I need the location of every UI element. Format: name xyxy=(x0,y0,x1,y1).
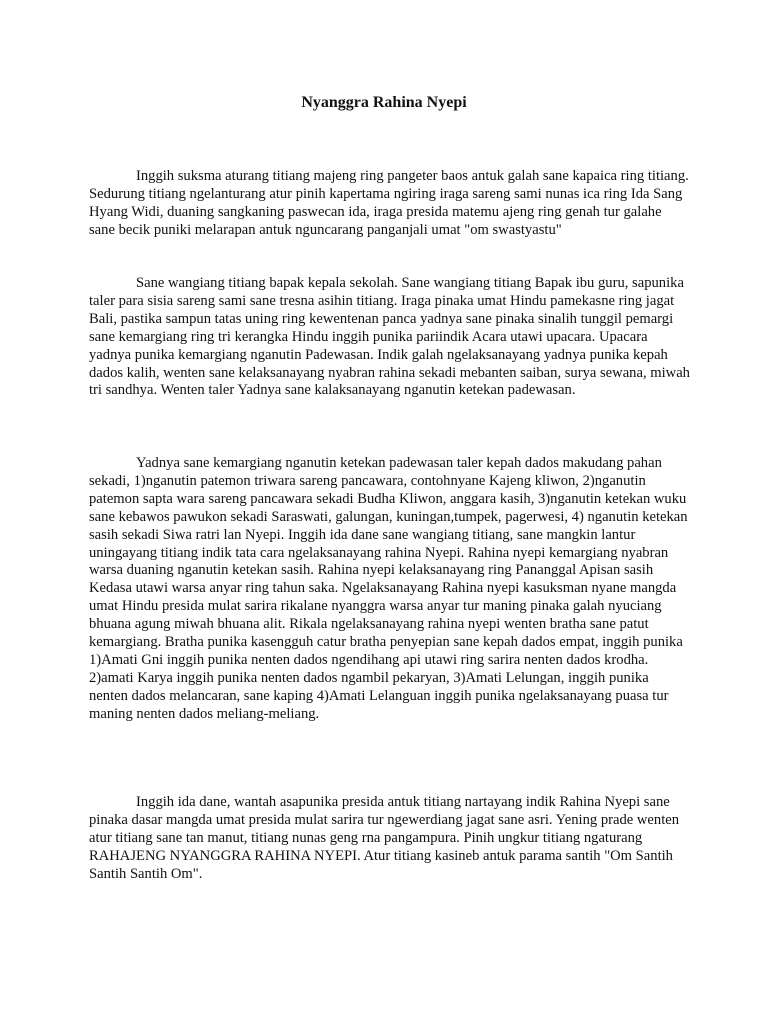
paragraph-yadnya-intro: Sane wangiang titiang bapak kepala sekolah. Sane wangiang titiang Bapak ibu guru, sapunika taler para sisia sareng sami sane tresna asihin titiang. Iraga pinaka umat Hindu pamekasne ring jagat Bali, pastika sampun tatas uning ring kewentenan panca yadnya sane pinaka sinalih tunggil pemargi sane kemargiang ring tri kerangka Hindu inggih punika pariindik Acara utawi upacara. Upacara yadnya punika kemargiang nganutin Padewasan. Indik galah ngelaksanayang yadnya punika kepah dados kalih, wenten sane kelaksanayang nyabran rahina sekadi mebanten saiban, surya sewana, miwah tri sandhya. Wenten taler Yadnya sane kalaksanayang nganutin ketekan padewasan. xyxy=(89,275,690,399)
paragraph-opening: Inggih suksma aturang titiang majeng ring pangeter baos antuk galah sane kapaica ring titiang. Sedurung titiang ngelanturang atur pinih kapertama ngiring iraga sareng sami nunas ica ring Ida Sang Hyang Widi, duaning sangkaning paswecan ida, iraga presida matemu ajeng ring genah tur galahe sane becik puniki melarapan antuk nguncarang panganjali umat "om swastyastu" xyxy=(89,168,689,238)
paragraph-nyepi-brata: Yadnya sane kemargiang nganutin ketekan padewasan taler kepah dados makudang pahan sekadi, 1)nganutin patemon triwara sareng pancawara, contohnyane Kajeng kliwon, 2)nganutin patemon sapta wara sareng pancawara sekadi Budha Kliwon, anggara kasih, 3)nganutin ketekan wuku sane kebawos pawukon sekadi Saraswati, galungan, kuningan,tumpek, pagerwesi, 4) nganutin ketekan sasih sekadi Siwa ratri lan Nyepi. Inggih ida dane sane wangiang titiang, sane mangkin lantur uningayang titiang indik tata cara ngelaksanayang rahina Nyepi. Rahina nyepi kemargiang nyabran warsa duaning nganutin ketekan sasih. Rahina nyepi kelaksanayang ring Pananggal Apisan sasih Kedasa utawi warsa anyar ring tahun saka. Ngelaksanayang Rahina nyepi kasuksman nyane mangda umat Hindu presida mulat sarira rikalane nyanggra warsa anyar tur maning pinaka galah nyuciang bhuana agung miwah bhuana alit. Rikala ngelaksanayang rahina nyepi wenten bratha sane patut kemargiang. Bratha punika kasengguh catur bratha penyepian sane kepah dados empat, inggih punika 1)Amati Gni inggih punika nenten dados ngendihang api utawi ring sarira nenten dados krodha. 2)amati Karya inggih punika nenten dados ngambil pekaryan, 3)Amati Lelungan, inggih punika nenten dados melancaran, sane kaping 4)Amati Lelanguan inggih punika ngelaksanayang puasa tur maning nenten dados meliang-meliang. xyxy=(89,455,688,722)
paragraph-closing: Inggih ida dane, wantah asapunika presida antuk titiang nartayang indik Rahina Nyepi sane pinaka dasar mangda umat presida mulat sarira tur ngewerdiang jagat sane asri. Yening prade wenten atur titiang sane tan manut, titiang nunas geng rna pangampura. Pinih ungkur titiang ngaturang RAHAJENG NYANGGRA RAHINA NYEPI. Atur titiang kasineb antuk parama santih "Om Santih Santih Santih Om". xyxy=(89,794,680,882)
page-title: Nyanggra Rahina Nyepi xyxy=(301,94,467,111)
